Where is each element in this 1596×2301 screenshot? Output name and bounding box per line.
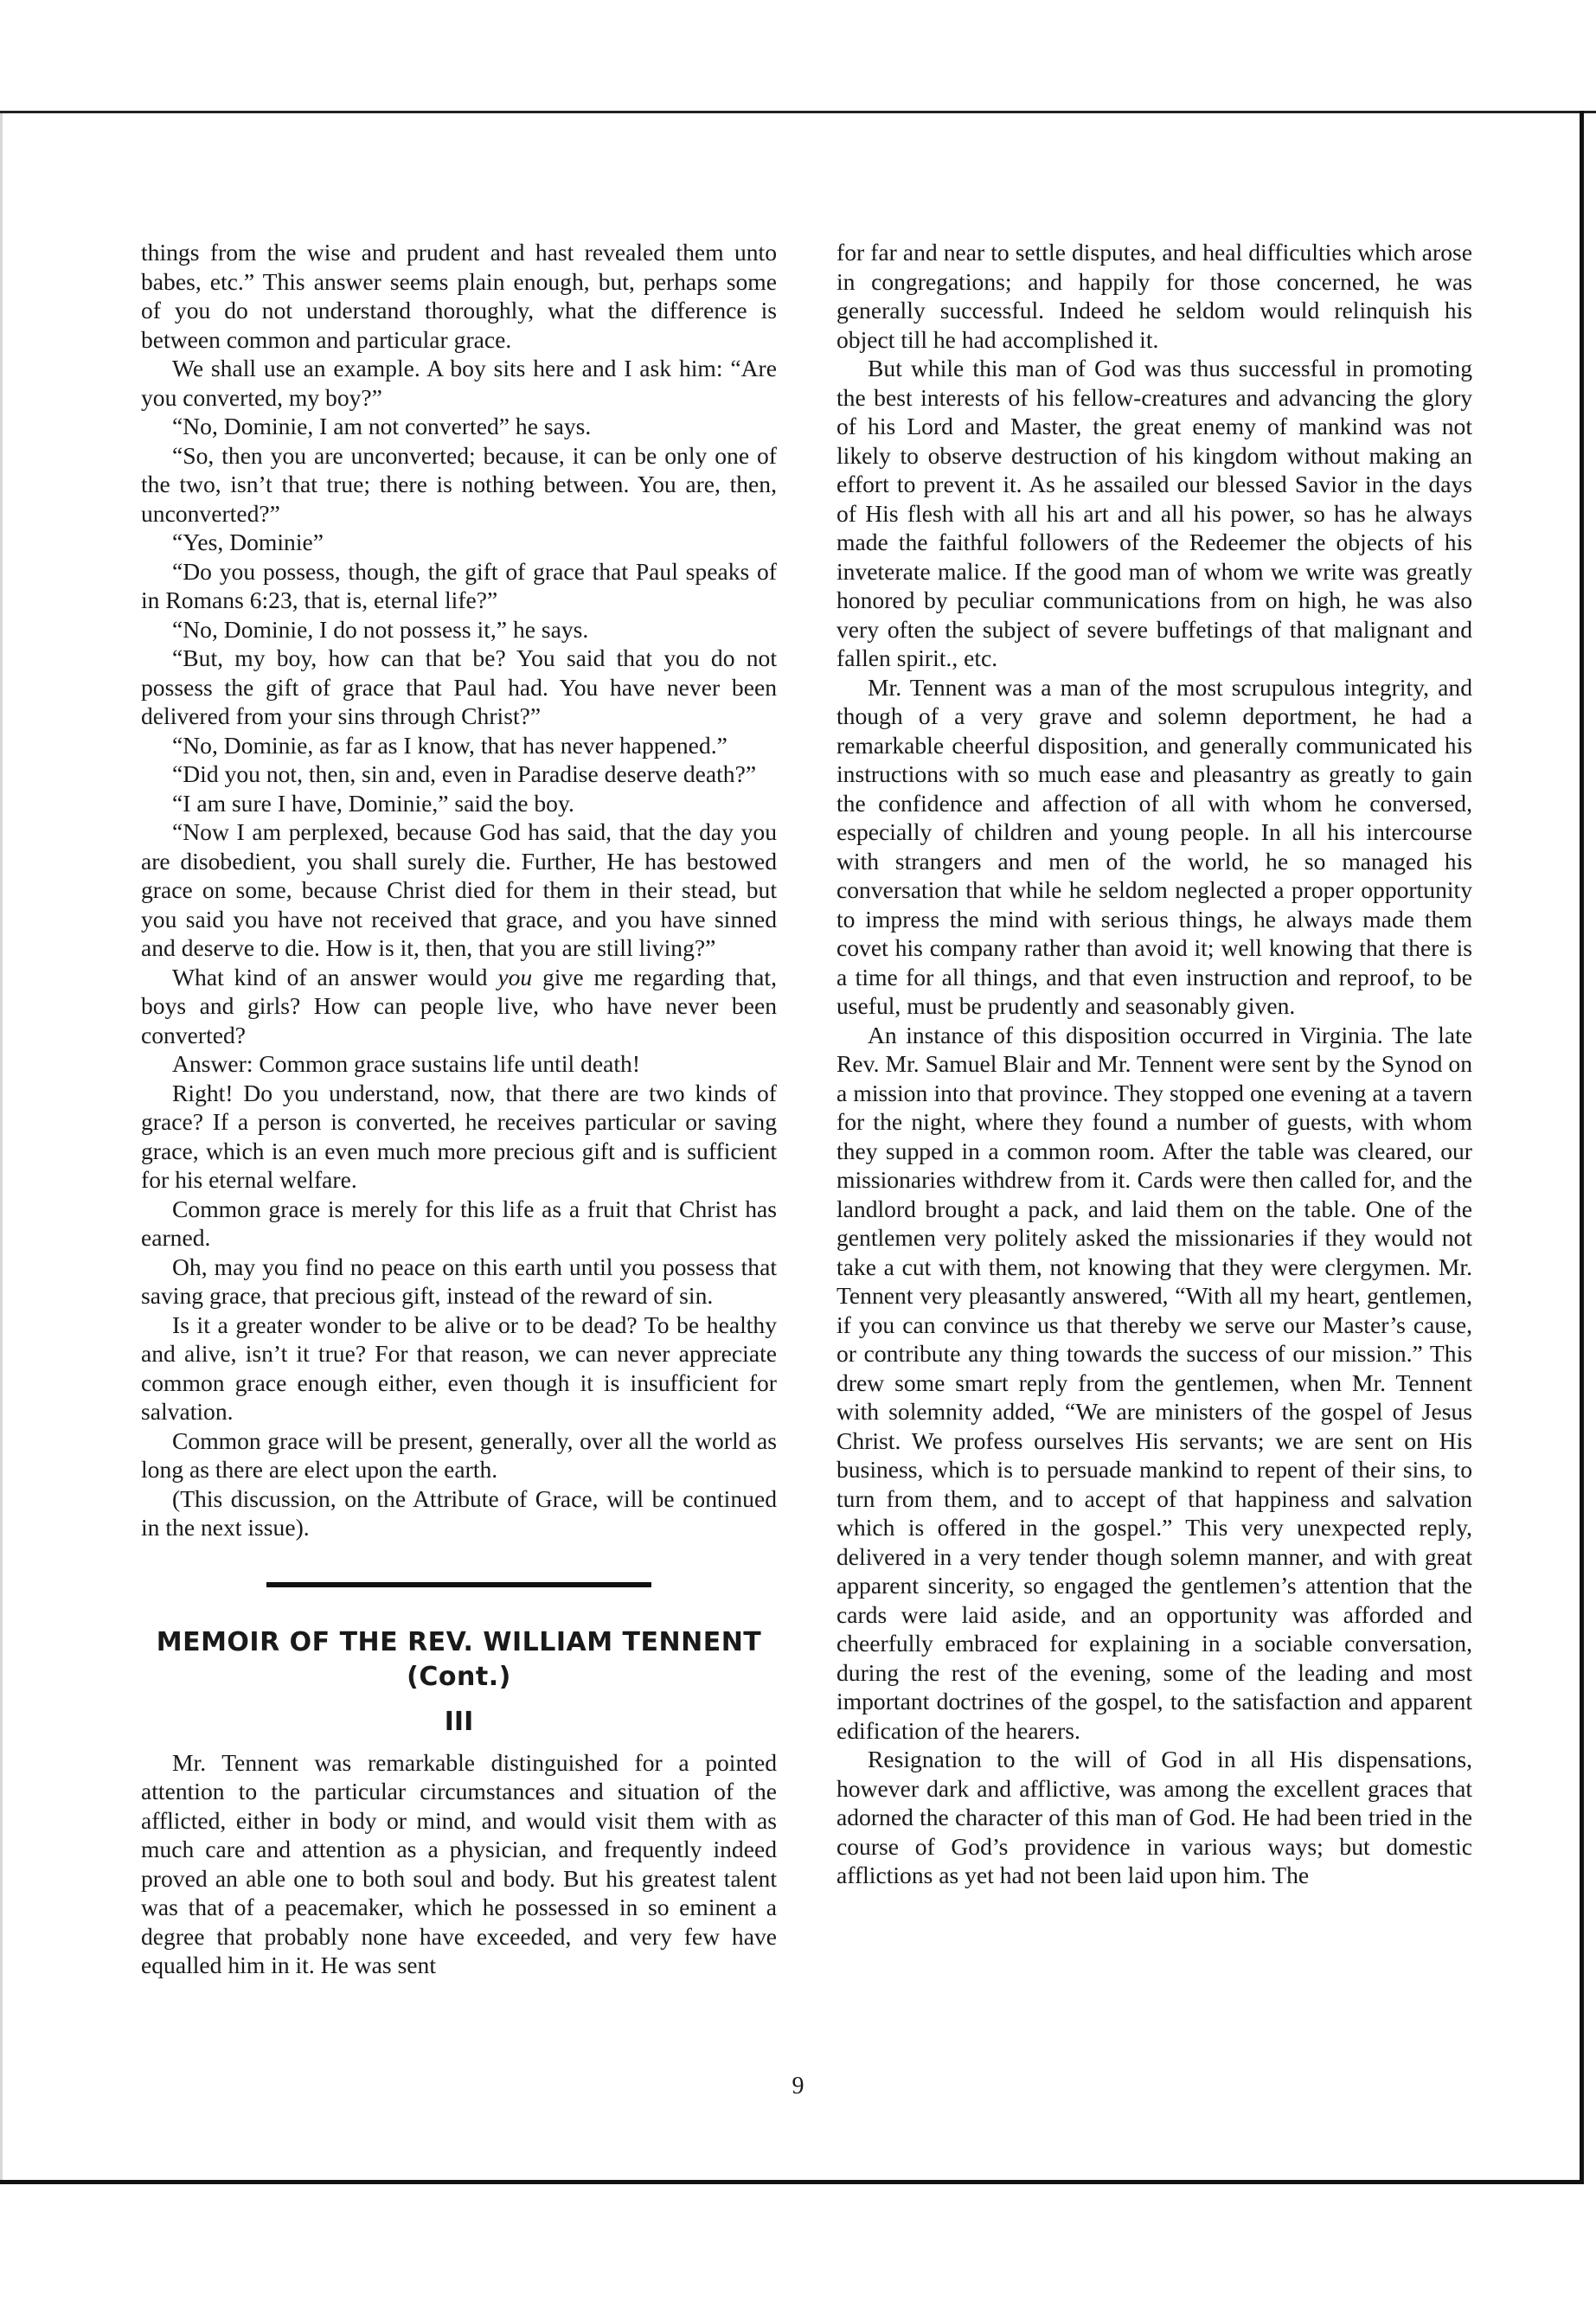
paragraph: “Do you possess, though, the gift of grace that Paul speaks of in Romans 6:23, that is, eternal life?” — [141, 557, 777, 613]
paragraph-kinds-question — [141, 963, 777, 1050]
paragraph: “No, Dominie, I do not possess it,” he says. — [172, 615, 589, 643]
paragraph: (This discussion, on the Attribute of Grace, will be continued in the next issue). — [141, 1484, 777, 1541]
page-left-edge — [0, 113, 3, 2180]
paragraph: Mr. Tennent was a man of the most scrupulous integrity, and though of a very grave and solemn deportment, he had a remarkable cheerful disposition, and generally communicated his instructions with so much ease and pleasantry as greatly to gain the confidence and affection of all with whom he conversed, especially of children and young people. In all his intercourse with strangers and men of the world, he so managed his conversation that while he seldom neglected a proper opportunity to impress the mind with serious things, he always made them covet his company rather than avoid it; well knowing that there is a time for all things, and that even instruction and reproof, to be useful, must be prudently and seasonably given. — [836, 673, 1472, 1019]
paragraph: “No, Dominie, as far as I know, that has never happened.” — [172, 731, 727, 759]
paragraph: Answer: Common grace sustains life until death! — [172, 1050, 641, 1077]
text-run: What kind of an answer would — [172, 963, 498, 990]
paragraph: “Did you not, then, sin and, even in Paradise deserve death?” — [172, 760, 757, 787]
paragraph: “Yes, Dominie” — [172, 529, 324, 555]
page-number: 9 — [792, 2073, 804, 2099]
paragraph: for far and near to settle disputes, and heal difficulties which arose in congregations; and happily for those concerned, he was generally successful. Indeed he seldom would relinquish his object till he had accomplished it. — [836, 239, 1472, 353]
paragraph: “No, Dominie, I am not converted” he says. — [172, 413, 592, 439]
right-column — [836, 238, 1472, 1890]
paragraph: Common grace is merely for this life as a fruit that Christ has earned. — [141, 1195, 777, 1251]
paragraph: Resignation to the will of God in all His dispensations, however dark and afflictive, was among the excellent graces that adorned the character of this man of God. He had been tried in the course of God’s providence in various ways; but domestic afflictions as yet had not been laid upon him. The — [836, 1746, 1472, 1888]
paragraph: Right! Do you understand, now, that there are two kinds of grace? If a person is converted, he receives particular or saving grace, which is an even much more precious gift and is sufficient for his eternal welfare. — [141, 1079, 777, 1193]
paragraph: An instance of this disposition occurred in Virginia. The late Rev. Mr. Samuel Blair and Mr. Tennent were sent by the Synod on a mission into that province. They stopped one evening at a tavern for the night, where they found a number of guests, with whom they supped in a common room. After the table was cleared, our missionaries withdrew from it. Cards were then called for, and the landlord brought a pack, and laid them on the table. One of the gentlemen very politely asked the missionaries if they would not take a cut with them, not knowing that they were clergymen. Mr. Tennent very pleasantly answered, “With all my heart, gentlemen, if you can convince us that thereby we serve our Master’s cause, or contribute any thing towards the success of our mission.” This drew some smart reply from the gentlemen, when Mr. Tennent with solemnity added, “We are ministers of the gospel of Jesus Christ. We profess ourselves His servants; we are sent on His business, which is to persuade mankind to repent of their sins, to turn from them, and to accept of that happiness and salvation which is offered in the gospel.” This very unexpected reply, delivered in a very tender though solemn manner, and with great apparent sincerity, so engaged the gentlemen’s attention that the cards were laid aside, and an opportunity was afforded and cheerfully embraced for explaining in a sociable conversation, during the rest of the evening, some of the leading and most important doctrines of the gospel, to the satisfaction and apparent edification of the hearers. — [836, 1021, 1472, 1744]
paragraph: Mr. Tennent was remarkable distinguished for a pointed attention to the particular circumstances and situation of the afflicted, either in body or mind, and would visit them with as much care and attention as a physician, and frequently indeed proved an able one to both soul and body. But his greatest talent was that of a peacemaker, which he possessed in so eminent a degree that probably none have exceeded, and very few have equalled him in it. He was sent — [141, 1748, 777, 1978]
memoir-title: MEMOIR OF THE REV. WILLIAM TENNENT (Cont.) — [156, 1626, 762, 1692]
memoir-part-number: III — [444, 1706, 474, 1737]
paragraph: Oh, may you find no peace on this earth until you possess that saving grace, that precious gift, instead of the reward of sin. — [141, 1253, 777, 1309]
paragraph: Is it a greater wonder to be alive or to be dead? To be healthy and alive, isn’t it true? For that reason, we can never appreciate common grace enough either, even though it is insufficient for salvation. — [141, 1311, 777, 1425]
bottom-border-rule — [0, 2180, 1584, 2184]
paragraph: “So, then you are unconverted; because, it can be only one of the two, isn’t that true; there is nothing between. You are, then, unconverted?” — [141, 441, 777, 527]
top-border-rule — [0, 111, 1596, 113]
section-divider — [266, 1582, 651, 1587]
paragraph: things from the wise and prudent and hast revealed them unto babes, etc.” This answer seems plain enough, but, perhaps some of you do not understand thoroughly, what the difference is between common and particular grace. — [141, 239, 777, 353]
paragraph: Common grace will be present, generally, over all the world as long as there are elect upon the earth. — [141, 1426, 777, 1483]
paragraph: We shall use an example. A boy sits here and I ask him: “Are you converted, my boy?” — [141, 355, 777, 411]
paragraph: “Now I am perplexed, because God has said, that the day you are disobedient, you shall surely die. Further, He has bestowed grace on some, because Christ died for them in their stead, but you said you have not received that grace, and you have sinned and deserve to die. How is it, then, that you are still living?” — [141, 818, 777, 961]
right-border-rule — [1580, 111, 1584, 2183]
paragraph: But while this man of God was thus successful in promoting the best interests of his fellow-creatures and advancing the glory of his Lord and Master, the great enemy of mankind was not likely to observe destruction of his kingdom without making an effort to prevent it. As he assailed our blessed Savior in the days of His flesh with all his art and all his power, so has he always made the faithful followers of the Redeemer the objects of his inveterate malice. If the good man of whom we write was greatly honored by peculiar communications from on high, he was also very often the subject of severe buffetings of that malignant and fallen spirit., etc. — [836, 355, 1472, 671]
text-run: give me regarding that, boys and girls? How can people live, who have never been converted? — [141, 963, 777, 1048]
emphasis-you: you — [497, 963, 533, 990]
paragraph: “I am sure I have, Dominie,” said the boy. — [172, 789, 574, 817]
paragraph: “But, my boy, how can that be? You said that you do not possess the gift of grace that Paul had. You have never been delivered from your sins through Christ?” — [141, 644, 777, 729]
left-column — [141, 238, 777, 1980]
